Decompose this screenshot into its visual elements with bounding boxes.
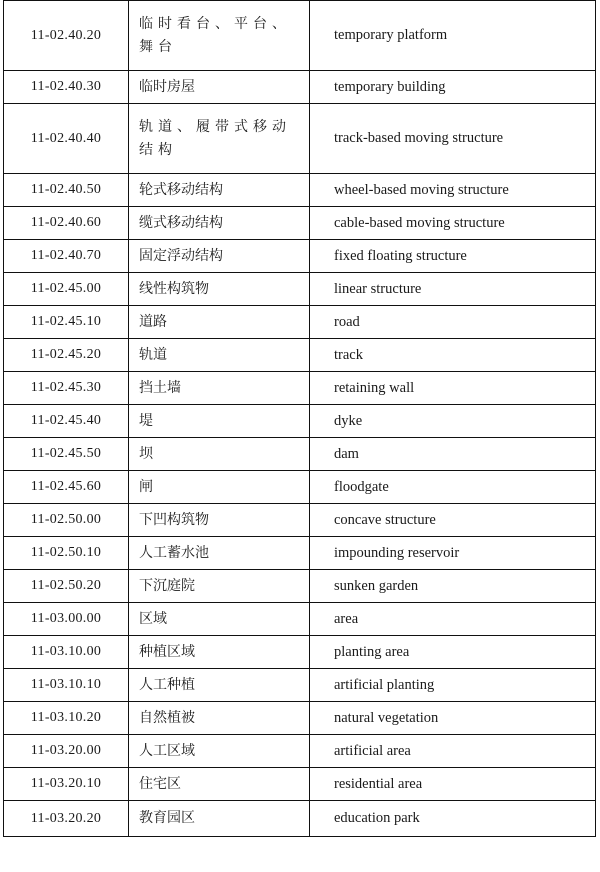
table-row xyxy=(4,537,596,570)
english-term-cell: dam xyxy=(310,438,596,471)
code-cell: 11-02.40.50 xyxy=(4,174,129,207)
code-cell: 11-02.50.00 xyxy=(4,504,129,537)
english-term-cell: road xyxy=(310,306,596,339)
chinese-term-cell: 区域 xyxy=(129,603,310,636)
code-cell: 11-03.00.00 xyxy=(4,603,129,636)
chinese-term-cell: 挡土墙 xyxy=(129,372,310,405)
code-cell: 11-03.20.00 xyxy=(4,735,129,768)
chinese-term-cell: 线性构筑物 xyxy=(129,273,310,306)
table-row xyxy=(4,768,596,801)
english-term-cell: planting area xyxy=(310,636,596,669)
chinese-term-cell: 坝 xyxy=(129,438,310,471)
chinese-term-cell: 临时看台、平台、舞台 xyxy=(129,1,310,71)
english-term-cell: temporary platform xyxy=(310,1,596,71)
table-row xyxy=(4,104,596,174)
table-row xyxy=(4,372,596,405)
code-cell: 11-03.10.10 xyxy=(4,669,129,702)
english-term-cell: concave structure xyxy=(310,504,596,537)
chinese-term-cell: 人工种植 xyxy=(129,669,310,702)
table-row xyxy=(4,273,596,306)
chinese-term-cell: 下沉庭院 xyxy=(129,570,310,603)
chinese-term-cell: 轨道 xyxy=(129,339,310,372)
english-term-cell: artificial area xyxy=(310,735,596,768)
chinese-term-cell: 缆式移动结构 xyxy=(129,207,310,240)
table-row xyxy=(4,71,596,104)
english-term-cell: sunken garden xyxy=(310,570,596,603)
table-row xyxy=(4,306,596,339)
code-cell: 11-02.40.40 xyxy=(4,104,129,174)
table-row xyxy=(4,1,596,71)
table-row xyxy=(4,735,596,768)
english-term-cell: dyke xyxy=(310,405,596,438)
english-term-cell: retaining wall xyxy=(310,372,596,405)
table-row xyxy=(4,669,596,702)
code-cell: 11-02.50.20 xyxy=(4,570,129,603)
chinese-term-cell: 下凹构筑物 xyxy=(129,504,310,537)
english-term-cell: track xyxy=(310,339,596,372)
english-term-cell: wheel-based moving structure xyxy=(310,174,596,207)
code-cell: 11-02.45.60 xyxy=(4,471,129,504)
chinese-term-cell: 人工蓄水池 xyxy=(129,537,310,570)
table-row xyxy=(4,438,596,471)
table-row xyxy=(4,405,596,438)
chinese-term-cell: 闸 xyxy=(129,471,310,504)
chinese-term-cell: 轨道、履带式移动结构 xyxy=(129,104,310,174)
table-row xyxy=(4,207,596,240)
code-cell: 11-03.10.20 xyxy=(4,702,129,735)
english-term-cell: fixed floating structure xyxy=(310,240,596,273)
english-term-cell: residential area xyxy=(310,768,596,801)
table-row xyxy=(4,240,596,273)
code-cell: 11-02.45.50 xyxy=(4,438,129,471)
table-row xyxy=(4,504,596,537)
code-cell: 11-02.40.20 xyxy=(4,1,129,71)
table-row xyxy=(4,801,596,837)
english-term-cell: cable-based moving structure xyxy=(310,207,596,240)
english-term-cell: education park xyxy=(310,801,596,837)
english-term-cell: linear structure xyxy=(310,273,596,306)
table-row xyxy=(4,603,596,636)
code-cell: 11-02.40.30 xyxy=(4,71,129,104)
code-cell: 11-03.20.10 xyxy=(4,768,129,801)
chinese-term-cell: 道路 xyxy=(129,306,310,339)
chinese-term-cell: 堤 xyxy=(129,405,310,438)
code-cell: 11-03.10.00 xyxy=(4,636,129,669)
classification-table xyxy=(3,0,596,837)
code-cell: 11-02.45.10 xyxy=(4,306,129,339)
table-row xyxy=(4,339,596,372)
english-term-cell: impounding reservoir xyxy=(310,537,596,570)
code-cell: 11-02.50.10 xyxy=(4,537,129,570)
code-cell: 11-02.40.60 xyxy=(4,207,129,240)
chinese-term-cell: 人工区域 xyxy=(129,735,310,768)
english-term-cell: natural vegetation xyxy=(310,702,596,735)
code-cell: 11-02.45.20 xyxy=(4,339,129,372)
table-row xyxy=(4,636,596,669)
english-term-cell: floodgate xyxy=(310,471,596,504)
english-term-cell: artificial planting xyxy=(310,669,596,702)
chinese-term-cell: 种植区域 xyxy=(129,636,310,669)
code-cell: 11-03.20.20 xyxy=(4,801,129,837)
chinese-term-cell: 固定浮动结构 xyxy=(129,240,310,273)
table-row xyxy=(4,570,596,603)
chinese-term-cell: 教育园区 xyxy=(129,801,310,837)
chinese-term-cell: 轮式移动结构 xyxy=(129,174,310,207)
english-term-cell: area xyxy=(310,603,596,636)
table-body xyxy=(4,1,596,837)
chinese-term-cell: 住宅区 xyxy=(129,768,310,801)
english-term-cell: temporary building xyxy=(310,71,596,104)
table-row xyxy=(4,174,596,207)
chinese-term-cell: 临时房屋 xyxy=(129,71,310,104)
code-cell: 11-02.45.30 xyxy=(4,372,129,405)
table-row xyxy=(4,471,596,504)
chinese-term-cell: 自然植被 xyxy=(129,702,310,735)
code-cell: 11-02.40.70 xyxy=(4,240,129,273)
table-row xyxy=(4,702,596,735)
english-term-cell: track-based moving structure xyxy=(310,104,596,174)
code-cell: 11-02.45.00 xyxy=(4,273,129,306)
code-cell: 11-02.45.40 xyxy=(4,405,129,438)
